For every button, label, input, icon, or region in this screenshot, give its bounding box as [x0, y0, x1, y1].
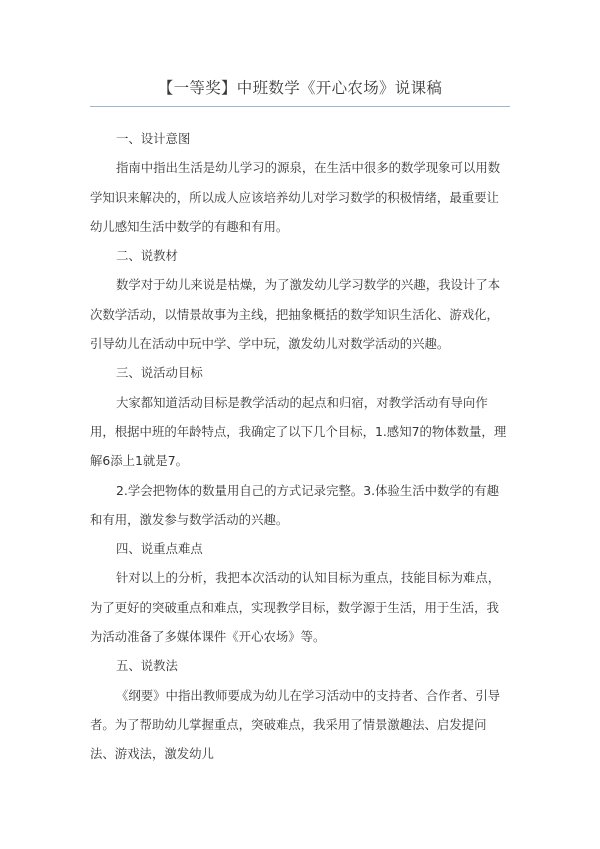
section-heading: 一、设计意图	[116, 131, 191, 146]
document-title: 【一等奖】中班数学《开心农场》说课稿	[157, 79, 443, 97]
document-body	[90, 124, 510, 769]
paragraph: 针对以上的分析，我把本次活动的认知目标为重点，技能目标为难点，为了更好的突破重点和难点，实现教学目标，数学源于生活，用于生活，我为活动准备了多媒体课件《开心农场》等。	[90, 570, 501, 645]
section-heading: 三、说活动目标	[116, 365, 203, 381]
section-heading: 五、说教法	[116, 658, 178, 674]
paragraph: 大家都知道活动目标是教学活动的起点和归宿，对教学活动有导向作用，根据中班的年龄特点，我确定了以下几个目标，1.感知7的物体数量，理解6添上1就是7。	[90, 394, 507, 469]
section-heading: 二、说教材	[116, 248, 178, 264]
paragraph: 《纲要》中指出教师要成为幼儿在学习活动中的支持者、合作者、引导者。为了帮助幼儿掌握重点，突破难点，我采用了情景激趣法、启发提问法、游戏法，激发幼儿	[90, 687, 501, 762]
paragraph: 2.学会把物体的数量用自己的方式记录完整。3.体验生活中数学的有趣和有用，激发参与数学活动的兴趣。	[90, 482, 499, 527]
section-heading: 四、说重点难点	[116, 541, 203, 557]
paragraph: 数学对于幼儿来说是枯燥，为了激发幼儿学习数学的兴趣，我设计了本次数学活动，以情景故事为主线，把抽象概括的数学知识生活化、游戏化，引导幼儿在活动中玩中学、学中玩，激发幼儿对数学活动的兴趣。	[90, 277, 501, 352]
paragraph: 指南中指出生活是幼儿学习的源泉，在生活中很多的数学现象可以用数学知识来解决的，所以成人应该培养幼儿对学习数学的积极情绪，最重要让幼儿感知生活中数学的有趣和有用。	[90, 160, 501, 234]
title-divider	[90, 106, 510, 107]
